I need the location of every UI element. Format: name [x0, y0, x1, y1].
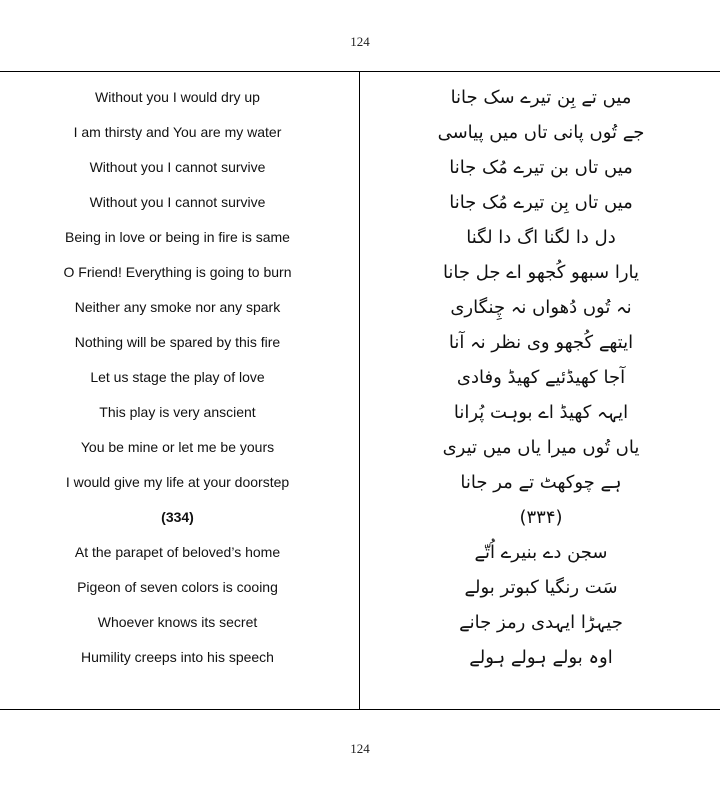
urdu-line: آجا کھیڈئیے کھیڈ وفادی — [456, 367, 626, 388]
english-line: At the parapet of beloved’s home — [74, 544, 281, 560]
english-line: Whoever knows its secret — [97, 614, 258, 630]
column-divider — [359, 72, 360, 709]
english-line: Without you I would dry up — [95, 89, 260, 105]
english-line: O Friend! Everything is going to burn — [63, 264, 292, 280]
urdu-line: ایہہ کھیڈ اے بوہت پُرانا — [453, 402, 629, 423]
page-number-top: 124 — [350, 34, 370, 49]
english-line: This play is very anscient — [99, 404, 256, 420]
urdu-line: میں تاں بِن تیرے مُک جانا — [449, 192, 633, 213]
english-line: Humility creeps into his speech — [81, 649, 274, 665]
english-line: Neither any smoke nor any spark — [74, 299, 281, 315]
urdu-line: یاں تُوں میرا یاں میں تیری — [442, 437, 640, 458]
urdu-line: سَت رنگیا کبوتر بولے — [464, 577, 618, 598]
urdu-line: جیہڑا ایہدی رمز جانے — [459, 612, 623, 633]
urdu-line: سجن دے بنیرے اُتّے — [474, 542, 608, 563]
english-line: You be mine or let me be yours — [80, 439, 275, 455]
urdu-line: یارا سبھو کُجھو اے جل جانا — [442, 262, 640, 283]
urdu-column — [362, 80, 720, 675]
urdu-line: میں تے بِن تیرے سک جانا — [450, 87, 632, 108]
english-line: Nothing will be spared by this fire — [74, 334, 281, 350]
english-line: Pigeon of seven colors is cooing — [77, 579, 278, 595]
urdu-line: اوہ بولے ہولے ہولے — [469, 647, 613, 668]
top-rule — [0, 71, 720, 72]
english-line: I would give my life at your doorstep — [65, 474, 290, 490]
urdu-line: ایتھے کُجھو وی نظر نہ آنا — [448, 332, 634, 353]
english-column — [0, 80, 355, 675]
english-line: Let us stage the play of love — [90, 369, 265, 385]
english-line: Without you I cannot survive — [89, 194, 266, 210]
english-line: Being in love or being in fire is same — [65, 229, 290, 245]
english-line: Without you I cannot survive — [89, 159, 266, 175]
stanza-number: (334) — [161, 509, 194, 525]
urdu-line: میں تاں بن تیرے مُک جانا — [449, 157, 633, 178]
english-line: I am thirsty and You are my water — [73, 124, 282, 140]
urdu-line: نہ تُوں دُھواں نہ چِنگاری — [450, 297, 632, 318]
page-number-bottom: 124 — [350, 741, 370, 756]
urdu-line: ہے چوکھٹ تے مر جانا — [460, 472, 622, 493]
urdu-line: جے تُوں پانی تاں میں پیاسی — [437, 122, 645, 143]
urdu-line: دل دا لگنا اگ دا لگنا — [466, 227, 616, 248]
bottom-rule — [0, 709, 720, 710]
urdu-stanza-number: (۳۳۴) — [519, 507, 563, 528]
